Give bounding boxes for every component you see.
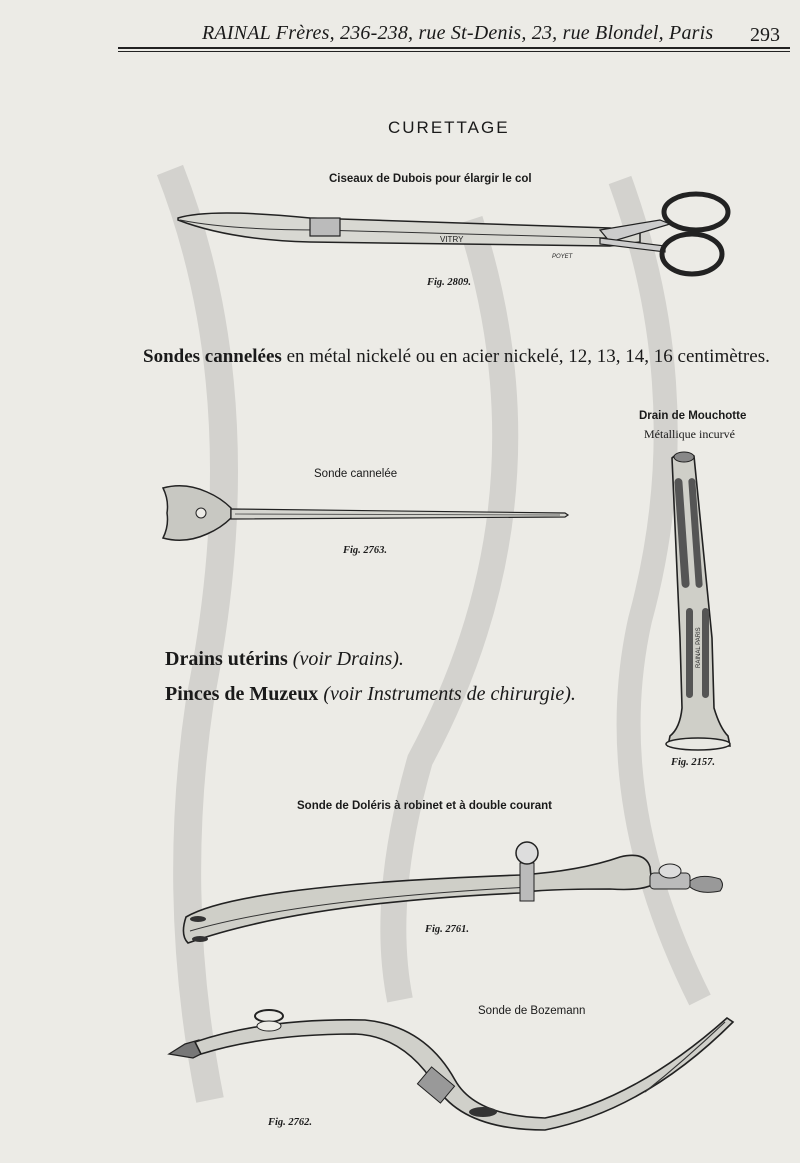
sondes-cannelees-desc: en métal nickelé ou en acier nickelé, 12, 13, 14, 16 centimètres.	[281, 346, 770, 367]
scissors-maker-mark: POYET	[552, 254, 573, 260]
fig-2762-label: Fig. 2762.	[268, 1117, 313, 1128]
fig-2761-label: Fig. 2761.	[425, 924, 470, 935]
pinces-muzeux-ref: (voir Instruments de chirurgie).	[323, 683, 576, 705]
fig-2763-label: Fig. 2763.	[343, 545, 388, 556]
scissors-caption: Ciseaux de Dubois pour élargir le col	[329, 173, 532, 185]
bozemann-sonde-illustration	[165, 1000, 740, 1140]
doleris-caption: Sonde de Doléris à robinet et à double courant	[297, 800, 552, 812]
bozemann-caption: Sonde de Bozemann	[478, 1005, 586, 1017]
fig-2809-label: Fig. 2809.	[427, 277, 472, 288]
drain-caption-line1: Drain de Mouchotte	[639, 410, 747, 422]
header-rule	[118, 47, 790, 49]
header-text: RAINAL Frères, 236-238, rue St-Denis, 23, rue Blondel, Paris	[202, 22, 714, 44]
sonde-cannelee-caption: Sonde cannelée	[314, 468, 398, 480]
page-header	[118, 18, 790, 54]
dubois-scissors-illustration	[170, 190, 740, 285]
sonde-cannelee-illustration	[155, 482, 575, 547]
drains-uterins-line	[165, 648, 404, 671]
section-title: CURETTAGE	[388, 118, 510, 137]
page-number: 293	[750, 24, 780, 46]
pinces-muzeux-term: Pinces de Muzeux	[165, 683, 319, 705]
sondes-cannelees-line	[143, 346, 770, 368]
drains-uterins-ref: (voir Drains).	[292, 648, 404, 670]
drain-caption-line2: Métallique incurvé	[644, 427, 735, 441]
header-rule-thin	[118, 51, 790, 52]
fig-2157-label: Fig. 2157.	[671, 757, 716, 768]
drains-uterins-term: Drains utérins	[165, 648, 288, 670]
pinces-muzeux-line	[165, 683, 576, 706]
sondes-cannelees-term: Sondes cannelées	[143, 346, 282, 367]
mouchotte-drain-illustration	[660, 448, 740, 753]
drain-engraving: RAINAL PARIS	[696, 627, 702, 668]
scissors-engraving: VITRY	[440, 235, 464, 244]
